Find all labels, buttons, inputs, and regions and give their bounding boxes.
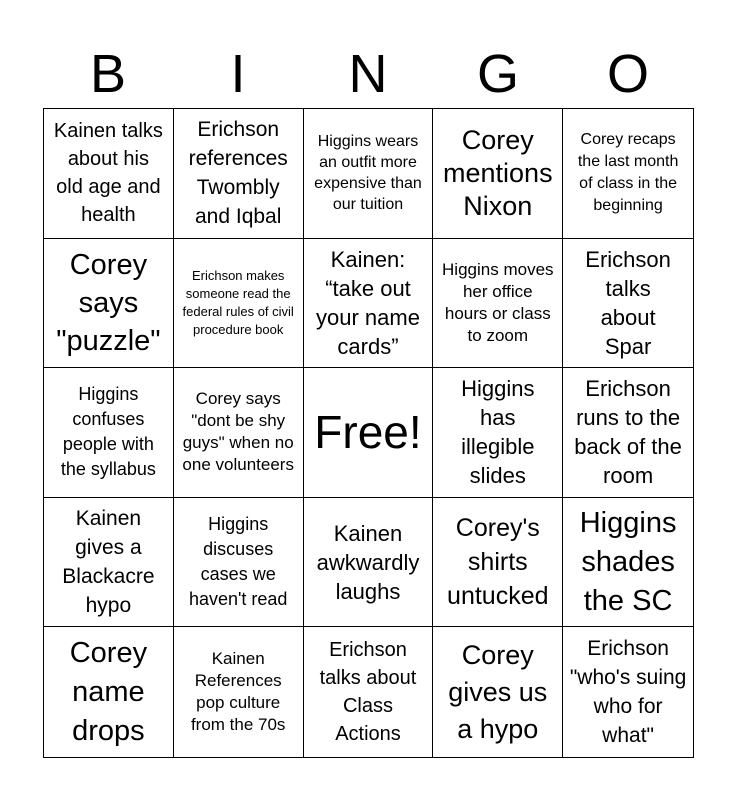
bingo-cell[interactable]: [563, 368, 693, 498]
cell-text: Higgins has illegible slides: [461, 376, 535, 489]
cell-text: Higgins confuses people with the syllabus: [60, 384, 156, 480]
cell-text: Higgins discuses cases we haven't read: [188, 514, 288, 610]
bingo-cell[interactable]: [304, 627, 434, 757]
bingo-cell[interactable]: [44, 109, 174, 239]
cell-text: Erichson references Twombly and Iqbal: [188, 118, 288, 229]
bingo-cell[interactable]: [44, 498, 174, 628]
bingo-cell[interactable]: [433, 627, 563, 757]
cell-text: Erichson "who's suing who for what": [569, 637, 687, 748]
cell-text: Higgins wears an outfit more expensive than our tuition: [314, 133, 422, 214]
bingo-cell[interactable]: [433, 498, 563, 628]
header-letter-n: N: [348, 44, 388, 104]
header-letter-b: B: [89, 44, 127, 104]
bingo-cell[interactable]: [174, 239, 304, 369]
bingo-cell[interactable]: [304, 109, 434, 239]
cell-text: Corey gives us a hypo: [448, 639, 548, 744]
bingo-cell[interactable]: [563, 498, 693, 628]
bingo-cell[interactable]: [44, 368, 174, 498]
bingo-cell[interactable]: [174, 627, 304, 757]
bingo-header: [43, 40, 693, 108]
cell-text: Erichson runs to the back of the room: [574, 376, 682, 489]
bingo-cell[interactable]: [304, 498, 434, 628]
cell-text: Higgins shades the SC: [579, 506, 677, 617]
free-space-text: Free!: [314, 406, 422, 459]
bingo-cell[interactable]: [563, 627, 693, 757]
header-letter-i: I: [230, 44, 246, 104]
bingo-cell[interactable]: [433, 239, 563, 369]
bingo-cell[interactable]: [174, 109, 304, 239]
cell-text: Erichson talks about Spar: [585, 246, 671, 359]
header-letter-o: O: [606, 44, 649, 104]
cell-text: Corey name drops: [69, 636, 148, 747]
cell-text: Erichson talks about Class Actions: [319, 639, 417, 746]
cell-text: Corey recaps the last month of class in the beginning: [577, 131, 679, 215]
bingo-cell[interactable]: [174, 368, 304, 498]
bingo-cell[interactable]: [174, 498, 304, 628]
cell-text: Kainen References pop culture from the 70s: [190, 649, 286, 735]
cell-text: Corey says "puzzle": [56, 248, 161, 357]
bingo-cell[interactable]: [563, 239, 693, 369]
cell-text: Higgins moves her office hours or class to zoom: [442, 259, 554, 345]
cell-text: Kainen talks about his old age and health: [53, 120, 163, 227]
cell-text: Erichson makes someone read the federal rules of civil procedure book: [182, 267, 294, 337]
header-letter-g: G: [476, 44, 519, 104]
bingo-cell[interactable]: [433, 109, 563, 239]
bingo-cell[interactable]: [563, 109, 693, 239]
bingo-cell[interactable]: [44, 627, 174, 757]
cell-text: Kainen awkwardly laughs: [316, 520, 420, 604]
free-space[interactable]: [304, 368, 434, 498]
bingo-card: [43, 108, 694, 758]
cell-text: Kainen gives a Blackacre hypo: [62, 507, 155, 618]
bingo-cell[interactable]: [304, 239, 434, 369]
bingo-cell[interactable]: [433, 368, 563, 498]
cell-text: Corey's shirts untucked: [447, 514, 549, 611]
bingo-cell[interactable]: [44, 239, 174, 369]
cell-text: Corey says "dont be shy guys" when no one volunteers: [182, 389, 294, 475]
cell-text: Kainen: “take out your name cards”: [316, 246, 420, 359]
cell-text: Corey mentions Nixon: [443, 124, 553, 221]
